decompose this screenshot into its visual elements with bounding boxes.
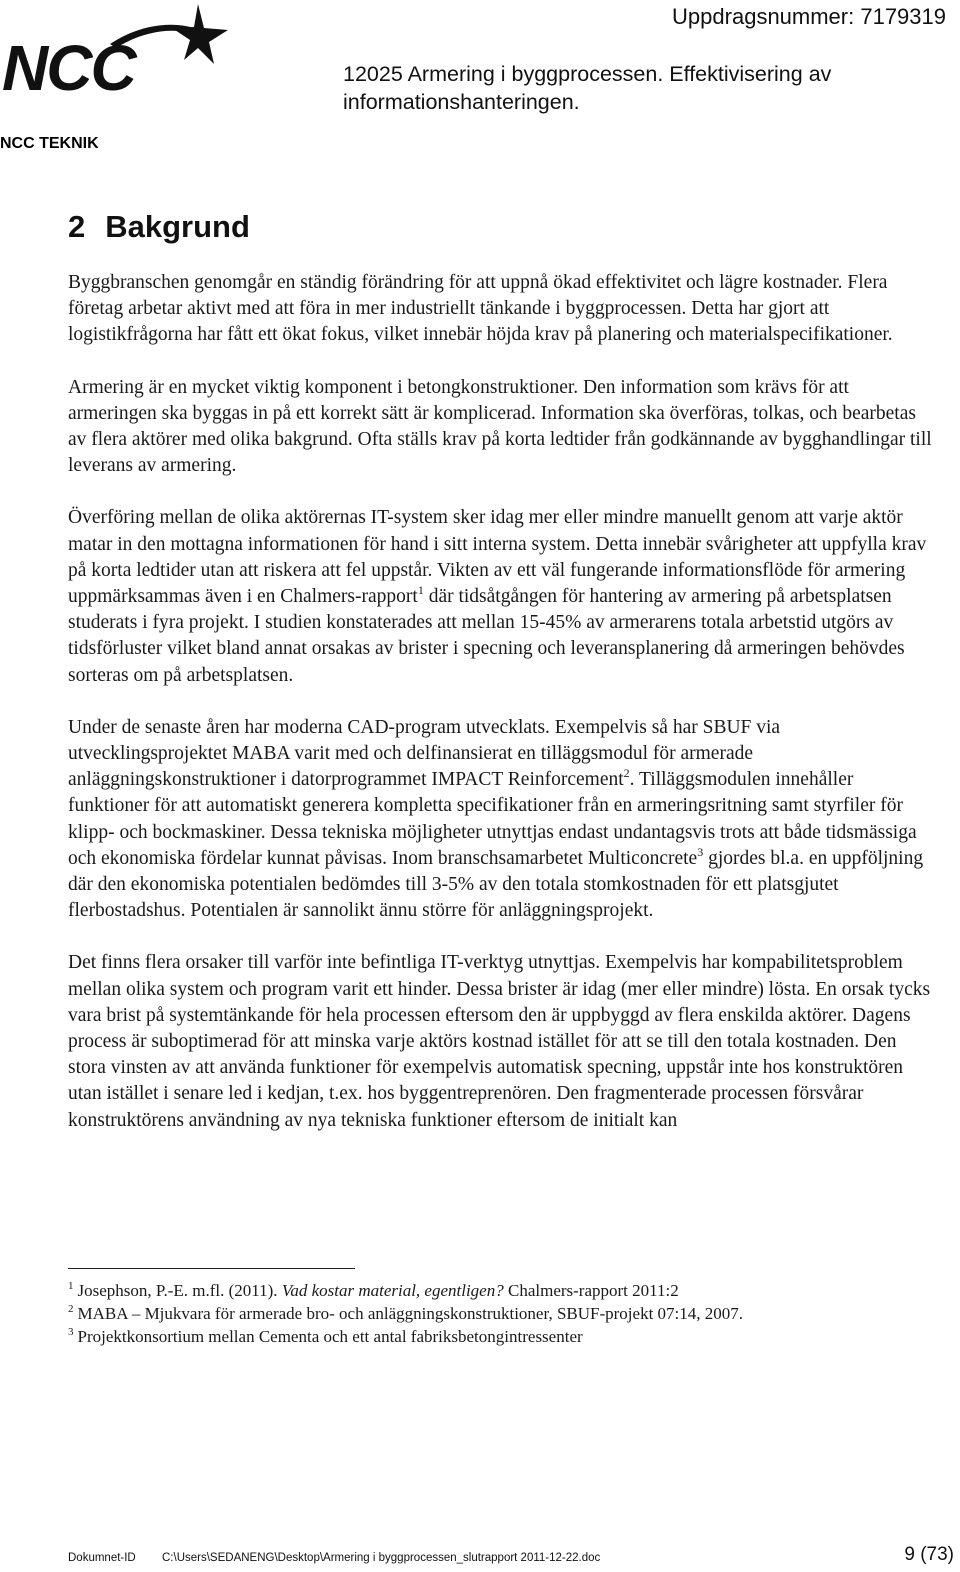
section-heading [68, 209, 250, 245]
footnote [68, 1279, 948, 1302]
footnote-ref: 1 [417, 583, 424, 598]
footnote [68, 1302, 948, 1325]
body-text [68, 270, 938, 1160]
project-title: 12025 Armering i byggprocessen. Effektivisering av informationshanteringen. [343, 62, 832, 114]
footnote-text: Josephson, P.-E. m.fl. (2011). [77, 1281, 282, 1300]
paragraph-text: gjordes bl.a. en uppföljning där den ekonomiska potentialen bedömdes till 3-5% av den totala stomkostnaden för ett platsgjutet flerbostadshus. Potentialen är sannolikt ännu större för anläggningsprojekt. [68, 847, 924, 922]
footnote-ref: 2 [623, 766, 630, 781]
paragraph-text: . Tilläggsmodulen innehåller funktioner för att automatiskt generera kompletta specifikationer från en armeringsritning samt styrfiler för klipp- och bockmaskiner. Dessa tekniska möjligheter utnyttjas endast undantagsvis trots att både tidsmässiga och ekonomiska fördelar kunnat påvisas. Inom branschsamarbetet Multiconcrete [68, 769, 917, 869]
paragraph: Det finns flera orsaker till varför inte befintliga IT-verktyg utnyttjas. Exempelvis har kompabilitetsproblem mellan olika system och program varit ett hinder. Dessa brister är idag (mer eller mindre) lösta. En orsak tycks vara brist på systemtänkande för hela processen eftersom den är uppbyggd av flera enskilda aktörer. Dagens process är suboptimerad för att minska varje aktörs kostnad istället för att se till den totala kostnaden. Den stora vinsten av att använda funktioner för exempelvis automatisk specning, uppstår inte hos konstruktören utan istället i senare led i kedjan, t.ex. hos byggentreprenören. Den fragmenterade processen försvårar konstruktörens användning av nya tekniska funktioner eftersom de initialt kan [68, 952, 931, 1131]
section-number: 2 [68, 209, 86, 244]
paragraph: Byggbranschen genomgår en ständig förändring för att uppnå ökad effektivitet och lägre kostnader. Flera företag arbetar aktivt med att föra in mer industriellt tänkande i byggprocessen. Detta har gjort att logistikfrågorna har fått ett ökat fokus, vilket innebär höjda krav på planering och materialspecifikationer. [68, 272, 893, 346]
document-id-label: Dokumnet-ID [68, 1552, 136, 1564]
paragraph [68, 715, 938, 925]
footnote-text: Projektkonsortium mellan Cementa och ett antal fabriksbetongintressenter [77, 1327, 583, 1346]
footnote-separator [68, 1268, 355, 1269]
document-path: C:\Users\SEDANENG\Desktop\Armering i byggprocessen_slutrapport 2011-12-22.doc [162, 1552, 601, 1564]
footnote-number: 3 [68, 1326, 74, 1338]
page-number: 9 (73) [904, 1544, 954, 1565]
ncc-logo-text: NCC [2, 32, 135, 94]
paragraph-text: där tidsåtgången för hantering av armering på arbetsplatsen studerats i fyra projekt. I studien konstaterades att mellan 15-45% av armerarens totala arbetstid utgörs av tidsförluster vilket bland annat orsakas av brister i specning och leveransplanering då armeringen behövdes sorteras om på arbetsplatsen. [68, 586, 905, 686]
footnote-text: MABA – Mjukvara för armerade bro- och anläggningskonstruktioner, SBUF-projekt 07:14, 2007. [77, 1304, 744, 1323]
footnote-number: 1 [68, 1280, 74, 1292]
paragraph-text: Under de senaste åren har moderna CAD-program utvecklats. Exempelvis så har SBUF via utvecklingsprojektet MABA varit med och delfinansierat en tilläggsmodul för armerade anläggningskonstruktioner i datorprogrammet IMPACT Reinforcement [68, 716, 781, 791]
assignment-number: Uppdragsnummer: 7179319 [672, 4, 946, 29]
ncc-logo [0, 2, 230, 94]
footnotes [68, 1279, 948, 1348]
paragraph: Armering är en mycket viktig komponent i betongkonstruktioner. Den information som krävs för att armeringen ska byggas in på ett korrekt sätt är komplicerad. Information ska överföras, tolkas, och bearbetas av flera aktörer med olika bakgrund. Ofta ställs krav på korta ledtider från godkännande av bygghandlingar till leverans av armering. [68, 376, 932, 477]
company-unit: NCC TEKNIK [0, 135, 99, 152]
section-title: Bakgrund [105, 209, 250, 244]
footnote-number: 2 [68, 1303, 74, 1315]
footnote-title: Vad kostar material, egentligen? [281, 1281, 504, 1300]
footnote [68, 1325, 948, 1348]
footnote-text: Chalmers-rapport 2011:2 [503, 1281, 679, 1300]
paragraph [68, 505, 938, 688]
footnote-ref: 3 [697, 844, 704, 859]
paragraph-text: Överföring mellan de olika aktörernas IT-system sker idag mer eller mindre manuellt genom att varje aktör matar in den mottagna informationen för hand i sitt interna system. Detta innebär svårigheter att uppfylla krav på korta ledtider utan att riskera att fel uppstår. Vikten av ett väl fungerande informationsflöde för armering uppmärksammas även i en Chalmers-rapport [68, 507, 927, 608]
